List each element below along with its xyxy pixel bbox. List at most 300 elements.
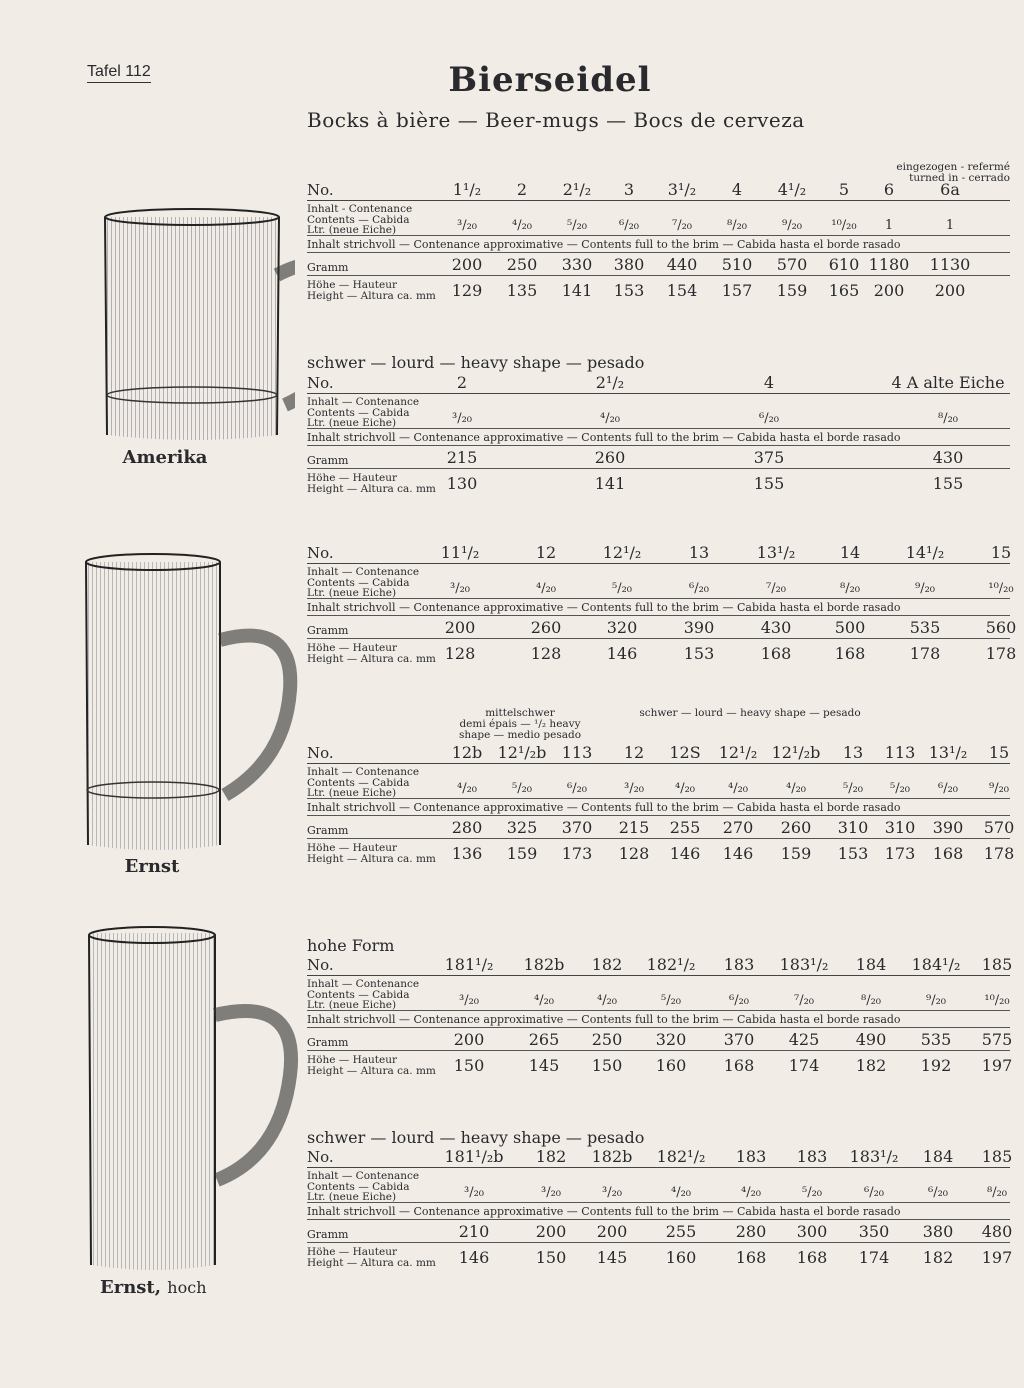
height-row xyxy=(307,839,1015,865)
item-number-row-cell: 4¹/₂ xyxy=(777,180,807,199)
height-row-cell: 200 xyxy=(934,281,966,300)
item-number-row-cell: 182¹/₂ xyxy=(656,1147,706,1166)
weight-row-cell: 215 xyxy=(446,448,478,467)
caption-schwer-3: schwer — lourd — heavy shape — pesado xyxy=(307,1128,645,1147)
contents-row-cell: ⁶/₂₀ xyxy=(728,993,750,1008)
item-number-row-label: No. xyxy=(307,1148,334,1166)
weight-row-cell: 380 xyxy=(613,255,645,274)
height-row-cell: 128 xyxy=(618,844,650,863)
height-row-values xyxy=(307,276,1010,302)
weight-row-label: Gramm xyxy=(307,261,349,274)
mug-name-ernst-hoch-suffix: hoch xyxy=(167,1278,207,1297)
contents-row-cell: ¹⁰/₂₀ xyxy=(988,581,1014,596)
full-brim-row xyxy=(307,429,1010,446)
height-row-cell: 182 xyxy=(855,1056,887,1075)
contents-row-cell: 1 xyxy=(945,218,955,233)
height-row-cell: 168 xyxy=(760,644,792,663)
weight-row-cell: 560 xyxy=(985,618,1017,637)
weight-row-cell: 330 xyxy=(561,255,593,274)
item-number-row xyxy=(307,373,1010,394)
item-number-row-cell: 182 xyxy=(591,955,623,974)
weight-row-cell: 200 xyxy=(451,255,483,274)
contents-row-cell: ⁹/₂₀ xyxy=(925,993,947,1008)
contents-row-label-line: Ltr. (neue Eiche) xyxy=(307,999,397,1011)
height-row-label-line: Höhe — Hauteur xyxy=(307,642,398,654)
height-row-cell: 157 xyxy=(721,281,753,300)
item-number-row-cell: 14 xyxy=(839,543,861,562)
mug-name-ernst-hoch xyxy=(100,1277,240,1298)
contents-row-cell: ⁵/₂₀ xyxy=(842,781,864,796)
height-row-cell: 155 xyxy=(753,474,785,493)
height-row-label-line: Höhe — Hauteur xyxy=(307,279,398,291)
mug-name-amerika: Amerika xyxy=(122,447,208,468)
height-row-cell: 159 xyxy=(780,844,812,863)
note-mittelschwer xyxy=(450,708,590,741)
item-number-row-values xyxy=(307,955,1013,975)
weight-row-cell: 370 xyxy=(561,818,593,837)
product-table-t4 xyxy=(307,743,1015,865)
weight-row-cell: 310 xyxy=(837,818,869,837)
contents-row-label-line: Ltr. (neue Eiche) xyxy=(307,417,397,429)
full-brim-row-label: Inhalt strichvoll — Contenance approximative — Contents full to the brim — Cabida hasta el borde rasado xyxy=(307,801,901,814)
contents-row-cell: ⁶/₂₀ xyxy=(688,581,710,596)
weight-row xyxy=(307,446,1010,469)
item-number-row-cell: 2¹/₂ xyxy=(562,180,592,199)
contents-row-label-line: Contents — Cabida xyxy=(307,988,410,1001)
height-row-cell: 155 xyxy=(932,474,964,493)
height-row-cell: 178 xyxy=(983,844,1015,863)
weight-row xyxy=(307,616,1017,639)
height-row-cell: 145 xyxy=(528,1056,560,1075)
item-number-row-cell: 182¹/₂ xyxy=(646,955,696,974)
contents-row-values xyxy=(307,764,1010,798)
item-number-row-cell: 181¹/₂ xyxy=(444,955,494,974)
contents-row-label-line: Inhalt — Contenance xyxy=(307,1170,420,1182)
item-number-row-label: No. xyxy=(307,744,334,762)
full-brim-row-label: Inhalt strichvoll — Contenance approximative — Contents full to the brim — Cabida hasta el borde rasado xyxy=(307,431,901,444)
plate-number: Tafel 112 xyxy=(87,63,151,83)
contents-row-values xyxy=(307,201,1010,235)
height-row-label-line: Height — Altura ca. mm xyxy=(307,852,436,865)
item-number-row-values xyxy=(307,373,1010,393)
item-number-row-cell: 12S xyxy=(669,743,701,762)
contents-row-cell: ⁵/₂₀ xyxy=(511,781,533,796)
height-row-cell: 174 xyxy=(788,1056,820,1075)
weight-row-label: Gramm xyxy=(307,1036,349,1049)
item-number-row-values xyxy=(307,1147,1013,1167)
full-brim-row xyxy=(307,236,1010,253)
note-schwer-2: schwer — lourd — heavy shape — pesado xyxy=(639,707,861,719)
weight-row-cell: 350 xyxy=(858,1222,890,1241)
full-brim-row xyxy=(307,1011,1010,1028)
contents-row-cell: ⁴/₂₀ xyxy=(511,218,533,233)
contents-row-label-line: Inhalt — Contenance xyxy=(307,566,420,578)
contents-row-label-line: Ltr. (neue Eiche) xyxy=(307,587,397,599)
contents-row-cell: ⁶/₂₀ xyxy=(566,781,588,796)
height-row-label-line: Height — Altura ca. mm xyxy=(307,482,436,495)
item-number-row-label: No. xyxy=(307,544,334,562)
weight-row-label: Gramm xyxy=(307,454,349,467)
contents-row-label-line: Contents — Cabida xyxy=(307,576,410,589)
product-table-t3 xyxy=(307,543,1017,665)
item-number-row-cell: 12¹/₂b xyxy=(771,743,821,762)
item-number-row-cell: 182b xyxy=(591,1147,633,1166)
height-row-label-line: Höhe — Hauteur xyxy=(307,1246,398,1258)
weight-row-cell: 270 xyxy=(722,818,754,837)
item-number-row-values xyxy=(307,543,1010,563)
contents-row-cell: ⁴/₂₀ xyxy=(535,581,557,596)
full-brim-row-label: Inhalt strichvoll — Contenance approximative — Contents full to the brim — Cabida hasta el borde rasado xyxy=(307,601,901,614)
height-row-cell: 197 xyxy=(981,1248,1013,1267)
height-row-cell: 165 xyxy=(828,281,860,300)
height-row xyxy=(307,276,1010,302)
contents-row xyxy=(307,976,1010,1011)
item-number-row-cell: 184 xyxy=(922,1147,954,1166)
item-number-row-cell: 4 xyxy=(731,180,743,199)
weight-row-cell: 215 xyxy=(618,818,650,837)
contents-row-cell: ⁹/₂₀ xyxy=(781,218,803,233)
height-row-values xyxy=(307,1243,1013,1269)
item-number-row-label: No. xyxy=(307,374,334,392)
weight-row xyxy=(307,253,1010,276)
height-row-cell: 150 xyxy=(591,1056,623,1075)
item-number-row-cell: 183 xyxy=(735,1147,767,1166)
item-number-row-cell: 2 xyxy=(456,373,468,392)
item-number-row-cell: 12¹/₂b xyxy=(497,743,547,762)
weight-row-cell: 260 xyxy=(780,818,812,837)
height-row-cell: 160 xyxy=(655,1056,687,1075)
weight-row-cell: 375 xyxy=(753,448,785,467)
weight-row-cell: 390 xyxy=(683,618,715,637)
item-number-row-label: No. xyxy=(307,181,334,199)
contents-row-cell: ⁴/₂₀ xyxy=(674,781,696,796)
contents-row-cell: ³/₂₀ xyxy=(540,1185,562,1200)
product-table-t6 xyxy=(307,1147,1013,1269)
item-number-row-cell: 183¹/₂ xyxy=(849,1147,899,1166)
amerika-mug-illustration xyxy=(95,205,295,450)
height-row-cell: 135 xyxy=(506,281,538,300)
contents-row-cell: ⁴/₂₀ xyxy=(596,993,618,1008)
item-number-row-label: No. xyxy=(307,956,334,974)
item-number-row-cell: 5 xyxy=(838,180,850,199)
item-number-row-cell: 183 xyxy=(796,1147,828,1166)
item-number-row-values xyxy=(307,743,1010,763)
item-number-row-cell: 2 xyxy=(516,180,528,199)
contents-row-label-line: Ltr. (neue Eiche) xyxy=(307,787,397,799)
height-row-label-line: Height — Altura ca. mm xyxy=(307,1064,436,1077)
weight-row-cell: 480 xyxy=(981,1222,1013,1241)
ernst-hoch-mug-illustration xyxy=(85,925,305,1275)
height-row-label-line: Height — Altura ca. mm xyxy=(307,1256,436,1269)
weight-row-cell: 200 xyxy=(596,1222,628,1241)
weight-row-cell: 535 xyxy=(920,1030,952,1049)
height-row-cell: 173 xyxy=(884,844,916,863)
item-number-row xyxy=(307,543,1010,564)
note-mittelschwer-line3: shape — medio pesado xyxy=(458,729,582,741)
item-number-row-cell: 13¹/₂ xyxy=(756,543,796,562)
contents-row-cell: ⁷/₂₀ xyxy=(765,581,787,596)
height-row-values xyxy=(307,839,1015,865)
contents-row-cell: ⁹/₂₀ xyxy=(914,581,936,596)
height-row-cell: 178 xyxy=(909,644,941,663)
height-row-cell: 145 xyxy=(596,1248,628,1267)
height-row-cell: 182 xyxy=(922,1248,954,1267)
contents-row xyxy=(307,564,1014,599)
contents-row-values xyxy=(307,976,1010,1010)
weight-row-cell: 500 xyxy=(834,618,866,637)
weight-row-values xyxy=(307,1028,1013,1050)
contents-row-cell: ⁸/₂₀ xyxy=(986,1185,1008,1200)
item-number-row-cell: 182 xyxy=(535,1147,567,1166)
weight-row-values xyxy=(307,616,1017,638)
full-brim-row xyxy=(307,799,1010,816)
item-number-row-cell: 14¹/₂ xyxy=(905,543,945,562)
item-number-row-cell: 6 xyxy=(883,180,895,199)
weight-row-cell: 1130 xyxy=(929,255,971,274)
item-number-row-cell: 113 xyxy=(884,743,916,762)
product-table-t5 xyxy=(307,955,1013,1077)
item-number-row-cell: 183¹/₂ xyxy=(779,955,829,974)
full-brim-row xyxy=(307,1203,1010,1220)
contents-row-cell: ⁴/₂₀ xyxy=(670,1185,692,1200)
contents-row-cell: ¹⁰/₂₀ xyxy=(984,993,1010,1008)
mug-name-ernst-hoch-bold: Ernst, xyxy=(100,1277,162,1298)
item-number-row-cell: 183 xyxy=(723,955,755,974)
height-row-label-line: Höhe — Hauteur xyxy=(307,1054,398,1066)
height-row-values xyxy=(307,639,1017,665)
contents-row-cell: ⁶/₂₀ xyxy=(927,1185,949,1200)
height-row-cell: 159 xyxy=(776,281,808,300)
item-number-row-cell: 12¹/₂ xyxy=(602,543,642,562)
height-row-cell: 150 xyxy=(453,1056,485,1075)
height-row-cell: 128 xyxy=(530,644,562,663)
height-row-label-line: Höhe — Hauteur xyxy=(307,842,398,854)
product-table-t1 xyxy=(307,180,1010,302)
contents-row-label-line: Inhalt — Contenance xyxy=(307,766,420,778)
height-row xyxy=(307,1051,1013,1077)
ernst-mug-illustration xyxy=(80,550,300,855)
weight-row-cell: 535 xyxy=(909,618,941,637)
contents-row-cell: ³/₂₀ xyxy=(451,411,473,426)
item-number-row-cell: 182b xyxy=(523,955,565,974)
contents-row-cell: ⁶/₂₀ xyxy=(618,218,640,233)
height-row-values xyxy=(307,1051,1013,1077)
height-row-cell: 192 xyxy=(920,1056,952,1075)
weight-row-cell: 255 xyxy=(669,818,701,837)
full-brim-row xyxy=(307,599,1010,616)
height-row-cell: 174 xyxy=(858,1248,890,1267)
item-number-row-cell: 12b xyxy=(451,743,483,762)
contents-row-cell: ⁵/₂₀ xyxy=(660,993,682,1008)
product-table-t2 xyxy=(307,373,1010,495)
item-number-row-cell: 113 xyxy=(561,743,593,762)
height-row-cell: 150 xyxy=(535,1248,567,1267)
weight-row-cell: 200 xyxy=(444,618,476,637)
weight-row-cell: 265 xyxy=(528,1030,560,1049)
height-row-cell: 153 xyxy=(837,844,869,863)
page-title: Bierseidel xyxy=(448,60,652,100)
weight-row-cell: 570 xyxy=(983,818,1015,837)
contents-row-cell: ³/₂₀ xyxy=(601,1185,623,1200)
item-number-row-cell: 3 xyxy=(623,180,635,199)
height-row-label-line: Height — Altura ca. mm xyxy=(307,652,436,665)
note-mittelschwer-line1: mittelschwer xyxy=(485,707,555,719)
note-mittelschwer-line2: demi épais — ¹/₂ heavy xyxy=(459,718,581,730)
weight-row-cell: 200 xyxy=(453,1030,485,1049)
weight-row-values xyxy=(307,1220,1013,1242)
height-row-cell: 146 xyxy=(669,844,701,863)
weight-row-cell: 320 xyxy=(606,618,638,637)
weight-row-cell: 260 xyxy=(530,618,562,637)
contents-row-label-line: Contents — Cabida xyxy=(307,406,410,419)
item-number-row-cell: 2¹/₂ xyxy=(595,373,625,392)
height-row-cell: 197 xyxy=(981,1056,1013,1075)
contents-row-cell: ⁶/₂₀ xyxy=(937,781,959,796)
contents-row-cell: ⁴/₂₀ xyxy=(599,411,621,426)
contents-row-cell: ⁴/₂₀ xyxy=(727,781,749,796)
weight-row-label: Gramm xyxy=(307,624,349,637)
note-eingezogen-line1: eingezogen - refermé xyxy=(896,161,1010,173)
weight-row-cell: 320 xyxy=(655,1030,687,1049)
weight-row-cell: 280 xyxy=(451,818,483,837)
height-row xyxy=(307,1243,1013,1269)
item-number-row-cell: 3¹/₂ xyxy=(667,180,697,199)
height-row-cell: 146 xyxy=(606,644,638,663)
height-row-label-line: Height — Altura ca. mm xyxy=(307,289,436,302)
weight-row-cell: 430 xyxy=(932,448,964,467)
height-row-cell: 153 xyxy=(613,281,645,300)
note-eingezogen-line2: turned in - cerrado xyxy=(909,172,1010,184)
height-row-cell: 146 xyxy=(722,844,754,863)
item-number-row-cell: 11¹/₂ xyxy=(440,543,480,562)
height-row-cell: 160 xyxy=(665,1248,697,1267)
contents-row-cell: ¹⁰/₂₀ xyxy=(831,218,857,233)
weight-row-cell: 280 xyxy=(735,1222,767,1241)
height-row-cell: 173 xyxy=(561,844,593,863)
contents-row-values xyxy=(307,564,1014,598)
contents-row-cell: ⁸/₂₀ xyxy=(860,993,882,1008)
contents-row-label-line: Inhalt — Contenance xyxy=(307,396,420,408)
weight-row-cell: 250 xyxy=(506,255,538,274)
weight-row-cell: 200 xyxy=(535,1222,567,1241)
item-number-row xyxy=(307,1147,1013,1168)
height-row-cell: 168 xyxy=(932,844,964,863)
contents-row-cell: ⁴/₂₀ xyxy=(740,1185,762,1200)
height-row-cell: 168 xyxy=(723,1056,755,1075)
item-number-row xyxy=(307,743,1010,764)
height-row-cell: 141 xyxy=(561,281,593,300)
weight-row-cell: 510 xyxy=(721,255,753,274)
weight-row-cell: 210 xyxy=(458,1222,490,1241)
contents-row-cell: ⁵/₂₀ xyxy=(611,581,633,596)
weight-row-cell: 370 xyxy=(723,1030,755,1049)
height-row-label-line: Höhe — Hauteur xyxy=(307,472,398,484)
contents-row-cell: ³/₂₀ xyxy=(449,581,471,596)
weight-row-values xyxy=(307,816,1015,838)
page-subtitle: Bocks à bière — Beer-mugs — Bocs de cerveza xyxy=(307,108,805,132)
contents-row xyxy=(307,201,1010,236)
item-number-row-values xyxy=(307,180,1010,200)
item-number-row-cell: 184¹/₂ xyxy=(911,955,961,974)
weight-row-cell: 380 xyxy=(922,1222,954,1241)
full-brim-row-label: Inhalt strichvoll — Contenance approximative — Contents full to the brim — Cabida hasta el borde rasado xyxy=(307,238,901,251)
item-number-row-cell: 15 xyxy=(988,743,1010,762)
contents-row-label-line: Contents — Cabida xyxy=(307,776,410,789)
item-number-row-cell: 4 xyxy=(763,373,775,392)
height-row-cell: 168 xyxy=(735,1248,767,1267)
item-number-row-cell: 15 xyxy=(990,543,1012,562)
height-row-values xyxy=(307,469,1010,495)
item-number-row-cell: 13¹/₂ xyxy=(928,743,968,762)
item-number-row-cell: 184 xyxy=(855,955,887,974)
contents-row-cell: ⁷/₂₀ xyxy=(671,218,693,233)
weight-row-cell: 490 xyxy=(855,1030,887,1049)
height-row-cell: 128 xyxy=(444,644,476,663)
full-brim-row-label: Inhalt strichvoll — Contenance approximative — Contents full to the brim — Cabida hasta el borde rasado xyxy=(307,1013,901,1026)
item-number-row-cell: 12 xyxy=(535,543,557,562)
contents-row-cell: ⁵/₂₀ xyxy=(889,781,911,796)
item-number-row-cell: 6a xyxy=(940,180,960,199)
height-row-cell: 159 xyxy=(506,844,538,863)
weight-row xyxy=(307,1220,1013,1243)
weight-row xyxy=(307,816,1015,839)
contents-row xyxy=(307,394,1010,429)
contents-row-cell: ³/₂₀ xyxy=(463,1185,485,1200)
weight-row-values xyxy=(307,446,1010,468)
contents-row-label-line: Contents — Cabida xyxy=(307,213,410,226)
contents-row-label-line: Inhalt — Contenance xyxy=(307,978,420,990)
weight-row-cell: 255 xyxy=(665,1222,697,1241)
full-brim-row-label: Inhalt strichvoll — Contenance approximative — Contents full to the brim — Cabida hasta el borde rasado xyxy=(307,1205,901,1218)
weight-row-label: Gramm xyxy=(307,824,349,837)
contents-row-cell: ⁴/₂₀ xyxy=(533,993,555,1008)
height-row-cell: 168 xyxy=(834,644,866,663)
item-number-row-cell: 185 xyxy=(981,955,1013,974)
weight-row-cell: 250 xyxy=(591,1030,623,1049)
height-row xyxy=(307,469,1010,495)
weight-row-cell: 300 xyxy=(796,1222,828,1241)
weight-row-cell: 430 xyxy=(760,618,792,637)
height-row-cell: 154 xyxy=(666,281,698,300)
item-number-row-cell: 1¹/₂ xyxy=(452,180,482,199)
weight-row-cell: 390 xyxy=(932,818,964,837)
item-number-row xyxy=(307,180,1010,201)
item-number-row-cell: 181¹/₂b xyxy=(444,1147,504,1166)
contents-row-cell: ⁸/₂₀ xyxy=(726,218,748,233)
weight-row-cell: 260 xyxy=(594,448,626,467)
contents-row-values xyxy=(307,394,1010,428)
height-row-cell: 146 xyxy=(458,1248,490,1267)
item-number-row xyxy=(307,955,1013,976)
height-row xyxy=(307,639,1017,665)
item-number-row-cell: 13 xyxy=(842,743,864,762)
contents-row xyxy=(307,764,1010,799)
caption-hohe-form: hohe Form xyxy=(307,936,395,955)
weight-row-cell: 570 xyxy=(776,255,808,274)
height-row-cell: 130 xyxy=(446,474,478,493)
contents-row-cell: ⁵/₂₀ xyxy=(566,218,588,233)
item-number-row-cell: 185 xyxy=(981,1147,1013,1166)
contents-row-cell: ⁸/₂₀ xyxy=(937,411,959,426)
contents-row-cell: 1 xyxy=(884,218,894,233)
height-row-cell: 141 xyxy=(594,474,626,493)
mug-name-ernst: Ernst xyxy=(124,856,180,877)
contents-row-cell: ³/₂₀ xyxy=(623,781,645,796)
height-row-cell: 168 xyxy=(796,1248,828,1267)
item-number-row-cell: 4 A alte Eiche xyxy=(891,373,1005,392)
weight-row-cell: 440 xyxy=(666,255,698,274)
contents-row-cell: ⁶/₂₀ xyxy=(758,411,780,426)
